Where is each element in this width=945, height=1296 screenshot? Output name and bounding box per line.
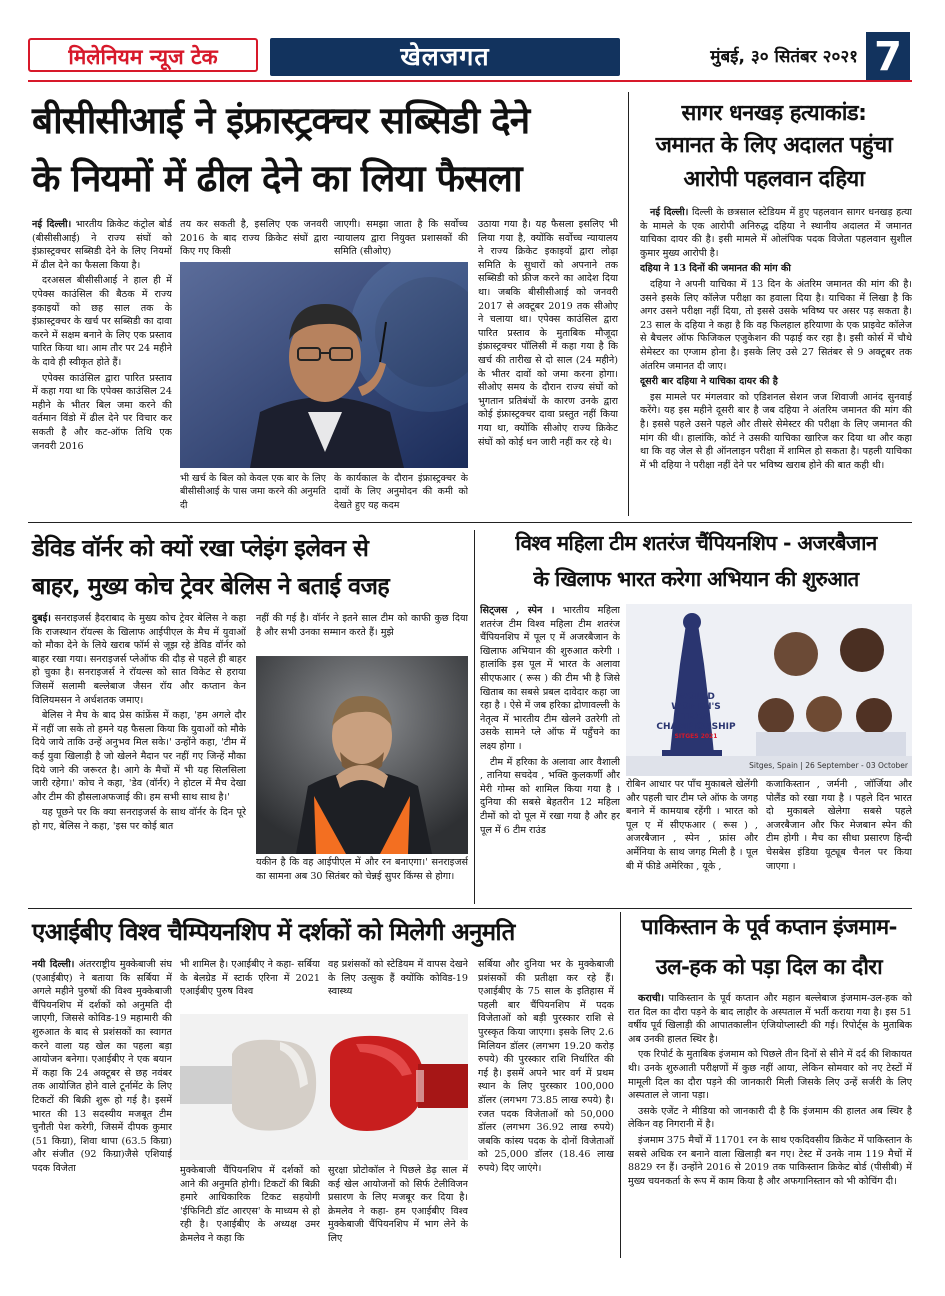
warner-col1 bbox=[32, 612, 246, 904]
aiba-dateline: नयी दिल्ली। bbox=[32, 959, 75, 970]
chess-col2: रोबिन आधार पर पाँच मुकाबले खेलेंगी और पहली चार टीम प्ले ऑफ के जगह बनाने में कामयाब रहेंगी । भारत को पूल ए में सीएफआर ( रूस ) , अजरबैजान , स्पेन , फ्रांस और अर्मेनिया के साथ जगह मिली है । पूल बी में फीडे अमेरिका , यूके , bbox=[626, 779, 758, 872]
warner-illustration bbox=[256, 656, 468, 854]
warner-p1: सनराइजर्स हैदराबाद के मुख्य कोच ट्रेवर बेलिस ने कहा कि राजस्थान रॉयल्स के खिलाफ आईपीएल के मैच में युवाओं को मौका देने के लिये खराब फॉर्म से जूझ रहे डेविड वॉर्नर को बाहर रखा गया। सनराइजर्स प्लेऑफ की दौड़ से पहले ही बाहर हो चुका है। सनराइजर्स ने रॉयल्स को सात विकेट से हराया जिसमें सलामी बल्लेबाज जैसन रॉय और कप्तान केन विलियमसन ने अर्धशतक जमाए। bbox=[32, 613, 246, 706]
ganguly-illustration bbox=[180, 262, 468, 468]
aiba-col2-top: भी शामिल है। एआईबीए ने कहा- सर्बिया के बेलग्रेड में स्टार्क एरिना में 2021 एआईबीए पुरुष विश्व bbox=[180, 959, 320, 998]
poster-line3: TEAM bbox=[681, 712, 711, 722]
bcci-caption-right: के कार्यकाल के दौरान इंफ्रास्ट्रक्चर के दावों के लिए अनुमोदन की कमी को देखते हुए यह कदम bbox=[334, 473, 468, 511]
poster-line1: WORLD bbox=[677, 692, 715, 702]
warner-col2-top: नहीं की गई है। वॉर्नर ने इतने साल टीम को काफी कुछ दिया है और सभी उनका सम्मान करते हैं। मुझे bbox=[256, 613, 468, 638]
boxing-gloves-illustration bbox=[180, 1014, 468, 1160]
bcci-headline-line2: के नियमों में ढील देने का लिया फैसला bbox=[32, 157, 522, 200]
sagar-p2: दहिया ने अपनी याचिका में 13 दिन के अंतरिम जमानत की मांग की है। उसने इसके लिए कॉलेज परीक्षा का हवाला दिया है। याचिका में लिखा है कि अगर उसने परीक्षा नहीं दिया, तो इससे उसके भविष्य पर असर पड़ सकता है। 23 साल के दहिया ने कहा है कि वह फिलहाल हरियाणा के एक प्राइवेट कॉलेज से बैचलर ऑफ फिजिकल एजुकेशन की पढ़ाई कर रहा है। इसी कोर्स में चौथे सेमेस्टर का एग्जाम होना है। इसके लिए उसे 27 सितंबर से 9 अक्टूबर तक अंतरिम जमानत दी जाए। bbox=[640, 278, 912, 372]
bcci-col1 bbox=[32, 218, 172, 518]
bcci-col2: तय कर सकती है, इसलिए एक जनवरी 2016 के बाद राज्य क्रिकेट संघों द्वारा किए गए किसी bbox=[180, 219, 328, 258]
page-number: 7 bbox=[866, 32, 910, 82]
chess-col1 bbox=[480, 604, 620, 904]
date-line: मुंबई, ३० सितंबर २०२१ bbox=[710, 47, 858, 67]
warner-col2-bottom: यकीन है कि वह आईपीएल में और रन बनाएगा।' सनराइजर्स का सामना अब 30 सितंबर को चेन्नई सुपर किंग्स से होगा। bbox=[256, 857, 468, 882]
divider-row2 bbox=[28, 908, 912, 909]
inzamam-p2: एक रिपोर्ट के मुताबिक इंजमाम को पिछले तीन दिनों से सीने में दर्द की शिकायत थी। उनके शुरुआती परीक्षणों में कुछ नहीं आया, लेकिन सोमवार को नए टेस्टों में मामूली दिल का दौरा पड़ने की जानकारी मिली जिसके लिए उन्हें सर्जरी के लिए अस्पताल ले जाना पड़ा। bbox=[628, 1049, 912, 1102]
sagar-p3: इस मामले पर मंगलवार को एडिशनल सेशन जज शिवाजी आनंद सुनवाई करेंगे। यह इस महीने दूसरी बार है जब दहिया ने अंतरिम जमानत की मांग की है। इससे पहले उसने पहले और तीसरे सेमेस्टर की परीक्षा के लिए जमानत की मांग की थी। हालांकि, कोर्ट ने उसकी याचिका खारिज कर दिया था और कहा था कि वह जेल से ही ऑनलाइन परीक्षा में शामिल हो सकता है। पहली याचिका में भी दहिया ने परीक्षा नहीं देने पर भविष्य खराब होने की बात कही थी। bbox=[640, 391, 912, 471]
sagar-headline-line3: आरोपी पहलवान दहिया bbox=[683, 167, 865, 192]
bcci-col3: जाएगी। समझा जाता है कि सर्वोच्च न्यायालय द्वारा नियुक्त प्रशासकों की समिति (सीओए) bbox=[334, 219, 468, 258]
aiba-headline: एआईबीए विश्व चैम्पियनशिप में दर्शकों को मिलेगी अनुमति bbox=[32, 918, 515, 946]
column-divider-top bbox=[628, 92, 629, 516]
bcci-p1: भारतीय क्रिकेट कंट्रोल बोर्ड (बीसीसीआई) ने राज्य संघों को इंफ्रास्ट्रक्चर सब्सिडी देने के लिए नियमों में ढील देने का फैसला किया है। bbox=[32, 219, 172, 271]
warner-p2: बेलिस ने मैच के बाद प्रेस कांफ्रेंस में कहा, 'हम अगले दौर में नहीं जा सके तो हमने यह फैसला किया कि युवाओं को मौके दिये जाये ताकि उन्हें अनुभव मिल सके।' उन्होंने कहा, 'टीम में कई युवा खिलाड़ी है जो खेलने मैदान पर नहीं गए जिन्हें मौका दिये जाने की जरूरत है। आगे के मैचों में भी यह सिलसिला जारी रहेगा।' कोच ने कहा, 'डेव (वॉर्नर) ने होटल में मैच देखा और टीम की हौसलाअफजाई की। हम सभी साथ साथ है।' bbox=[32, 710, 246, 803]
bcci-p3: एपेक्स काउंसिल द्वारा पारित प्रस्ताव में कहा गया था कि एपेक्स काउंसिल 24 महीने के भीतर बिल जमा करने की वर्तमान विंडो में ढील देने पर विचार कर सकती है और कट-ऑफ तिथि एक जनवरी 2016 bbox=[32, 372, 172, 452]
warner-headline-line1: डेविड वॉर्नर को क्यों रखा प्लेइंग इलेवन से bbox=[32, 534, 369, 562]
aiba-col2-bottom: मुक्केबाजी चैंपियनशिप में दर्शकों को आने की अनुमति होगी। टिकटों की बिक्री हमारे आधिकारिक टिकट सहयोगी 'ईफिनिटी डॉट आरएस' के माध्यम से हो रही है। एआईबीए के अध्यक्ष उमर क्रेमलेव ने कहा कि bbox=[180, 1165, 320, 1244]
column-divider-middle bbox=[474, 530, 475, 904]
masthead bbox=[0, 0, 945, 88]
bcci-headline-line1: बीसीसीआई ने इंफ्रास्ट्रक्चर सब्सिडी देने bbox=[32, 99, 530, 142]
chess-col3: कजाकिस्तान , जर्मनी , जॉर्जिया और पोलैंड को रखा गया है । पहले दिन भारत दो मुकाबले खेलेगा सबसे पहले अजरबैजान और फिर मेजबान स्पेन की टीम होगी । मैच का सीधा प्रसारण हिन्दी चेसबेस इंडिया यूट्यूब चैनल पर किया जाएगा । bbox=[766, 779, 912, 872]
aiba-col1 bbox=[32, 958, 172, 1258]
inzamam-body bbox=[628, 992, 912, 1258]
column-divider-bottom bbox=[620, 912, 621, 1258]
sagar-headline-line2: जमानत के लिए अदालत पहुंचा bbox=[655, 133, 893, 158]
poster-line2: WOMEN'S bbox=[671, 702, 721, 712]
inzamam-headline-line1: पाकिस्तान के पूर्व कप्तान इंजमाम- bbox=[641, 915, 897, 940]
sagar-body bbox=[640, 206, 912, 516]
chess-dateline: सिट्जस , स्पेन । bbox=[480, 605, 555, 616]
warner-headline-line2: बाहर, मुख्य कोच ट्रेवर बेलिस ने बताई वजह bbox=[32, 572, 390, 600]
aiba-col1-text: अंतरराष्ट्रीय मुक्केबाजी संघ (एआईबीए) ने बताया कि सर्बिया में अगले महीने पुरुषों की विश्व मुक्केबाजी चैंपियनशिप में दर्शकों को अनुमति दी जाएगी, जिससे कोविड-19 महामारी की शुरुआत के बाद से प्रशंसकों का स्वागत करने वाला यह खेल का पहला बड़ा आयोजन बनेगा। एआईबीए ने एक बयान में कहा कि 24 अक्टूबर से छह नवंबर तक आयोजित होने वाले टूर्नामेंट के लिए टिकटों की बिक्री शुरू हो गई है। इसमें भारत की 13 सदस्यीय मजबूत टीम चुनौती पेश करेगी, जिसमें दीपक कुमार (51 किग्रा), शिवा थापा (63.5 किग्रा) और संजीत (92 किग्रा)जैसे एशियाई पदक विजेता bbox=[32, 959, 172, 1174]
warner-p3: यह पूछने पर कि क्या सनराइजर्स के साथ वॉर्नर के दिन पूरे हो गए, बेलिस ने कहा, 'इस पर कोई बात bbox=[32, 807, 246, 832]
sagar-sub1: दहिया ने 13 दिनों की जमानत की मांग की bbox=[640, 263, 791, 275]
chess-poster bbox=[626, 604, 912, 776]
bcci-col4: उठाया गया है। यह फैसला इसलिए भी लिया गया है, क्योंकि सर्वोच्च न्यायालय ने राज्य क्रिकेट इकाइयों द्वारा लोढ़ा समिति के सुधारों को अपनाने तक सब्सिडी को फ्रीज करने का आदेश दिया था। जबकि बीसीसीआई को जनवरी 2017 से अक्टूबर 2019 तक सीओए ने चलाया था। एपेक्स काउंसिल द्वारा पारित प्रस्ताव के मुताबिक मौजूदा इंफ्रास्ट्रक्चर पॉलिसी में कहा गया है कि खर्च की तारीख से दो साल (24 महीने) के भीतर दावों को जमा करना होगा। सीओए समय के दौरान राज्य संघों को भुगतान प्रतिबंधों के कारण उनके द्वारा कोई इंफ्रास्ट्रक्चर दावा प्रस्तुत नहीं किया गया था, क्योंकि सीओए राज्य क्रिकेट संघों को कोई धन जारी नहीं कर रहे थे। bbox=[478, 219, 618, 448]
aiba-col4: सर्बिया और दुनिया भर के मुक्केबाजी प्रशंसकों की प्रतीक्षा कर रहे हैं। एआईबीए के 75 साल के इतिहास में पहली बार चैंपियनशिप में पदक विजेताओं को बड़ी पुरस्कार राशि से पुरस्कृत किया जाएगा। इसके लिए 2.6 मिलियन डॉलर (लगभग 19.20 करोड़ रुपये) की पुरस्कार राशि निर्धारित की गई है। इसमें अपने भार वर्ग में प्रथम स्थान के लिए पुरस्कार 100,000 डॉलर (लगभग 73.85 लाख रुपये) है। रजत पदक विजेताओं को 50,000 डॉलर (लगभग 36.92 लाख रुपये) जबकि कांस्य पदक के दोनों विजेताओं को 25,000 डॉलर (18.46 लाख रुपये) दिए जाएंगे। bbox=[478, 959, 614, 1174]
sagar-p1: दिल्ली के छत्रसाल स्टेडियम में हुए पहलवान सागर धनखड़ हत्या के मामले के एक आरोपी अनिरुद्ध दहिया ने स्थानीय अदालत में जमानत याचिका दायर की है। इसी मामले में ओलंपिक पदक विजेता पहलवान सुशील कुमार मुख्य आरोपी है। bbox=[640, 207, 912, 259]
chess-p1: भारतीय महिला शतरंज टीम विश्व महिला टीम शतरंज चैंपियनशिप में पूल ए में अजरबैजान के खिलाफ अभियान की शुरुआत करेगी । हालांकि इस पूल में भारत के अलावा सीएफआर ( रूस ) की टीम भी है जिसे खिताब का सबसे प्रबल दावेदार कहा जा रहा है । ऐसे में जब हरिका द्रोणावल्ली के नेतृत्व में भारतीय टीम खेलने उतरेगी तो उसके सामने प्ले ऑफ में पहुँचने का लक्ष्य होगा । bbox=[480, 605, 620, 752]
bcci-dateline: नई दिल्ली। bbox=[32, 219, 72, 230]
poster-footer: Sitges, Spain | 26 September - 03 October bbox=[749, 761, 908, 770]
inzamam-p4: इंजमाम 375 मैचों में 11701 रन के साथ एकदिवसीय क्रिकेट में पाकिस्तान के सबसे अधिक रन बनाने वाला खिलाड़ी बन गए। टेस्ट में उनके नाम 119 मैचों में 8829 रन हैं। उन्होंने 2016 से 2019 तक पाकिस्तान क्रिकेट बोर्ड (पीसीबी) में मुख्य चयनकर्ता के रूप में काम किया है और अफगानिस्तान को भी कोचिंग दी। bbox=[628, 1134, 912, 1187]
ganguly-photo bbox=[180, 262, 468, 468]
boxing-gloves-photo bbox=[180, 1014, 468, 1160]
poster-line5: SITGES 2021 bbox=[674, 733, 718, 740]
chess-poster-art bbox=[626, 604, 912, 776]
section-banner bbox=[270, 38, 620, 76]
sagar-dateline: नई दिल्ली। bbox=[650, 207, 689, 218]
divider-row1 bbox=[28, 522, 912, 523]
inzamam-p3: उसके एजेंट ने मीडिया को जानकारी दी है कि इंजमाम की हालत अब स्थिर है लेकिन वह निगरानी में है। bbox=[628, 1105, 912, 1131]
poster-title bbox=[646, 692, 746, 742]
bcci-p2: दरअसल बीसीसीआई ने हाल ही में एपेक्स काउंसिल की बैठक में राज्य इकाइयों को छह साल तक के इंफ्रास्ट्रक्चर के खर्च पर सब्सिडी का दावा करने में सक्षम बनाने के लिए एक प्रस्ताव पारित किया था। आम तौर पर 24 महीने के दावे ही स्वीकृत होते हैं। bbox=[32, 275, 172, 368]
chess-headline-line2: के खिलाफ भारत करेगा अभियान की शुरुआत bbox=[533, 567, 859, 591]
bcci-caption-left: भी खर्च के बिल को केवल एक बार के लिए बीसीसीआई के पास जमा करने की अनुमति दी bbox=[180, 473, 326, 511]
warner-photo bbox=[256, 656, 468, 854]
paper-name: मिलेनियम न्यूज टेक bbox=[28, 38, 258, 72]
aiba-col3-top: वह प्रशंसकों को स्टेडियम में वापस देखने के लिए उत्सुक हैं क्योंकि कोविड-19 स्वास्थ्य bbox=[328, 959, 468, 998]
sagar-sub2: दूसरी बार दहिया ने याचिका दायर की है bbox=[640, 376, 778, 388]
chess-headline-line1: विश्व महिला टीम शतरंज चैंपियनशिप - अजरबैजान bbox=[515, 531, 877, 555]
inzamam-headline-line2: उल-हक को पड़ा दिल का दौरा bbox=[655, 955, 883, 980]
inzamam-p1: पाकिस्तान के पूर्व कप्तान और महान बल्लेबाज इंजमाम-उल-हक को रात दिल का दौरा पड़ने के बाद लाहौर के अस्पताल में भर्ती कराया गया है। इस 51 वर्षीय पूर्व खिलाड़ी की आपातकालीन एंजियोप्लास्टी की गई। रिपोर्ट्स के मुताबिक अब उनकी हालत स्थिर है। bbox=[628, 993, 912, 1045]
poster-line4: CHAMPIONSHIP bbox=[656, 722, 736, 732]
aiba-col3-bottom: सुरक्षा प्रोटोकॉल ने पिछले डेढ़ साल में कई खेल आयोजनों को सिर्फ टेलीविजन प्रसारण के लिए मजबूर कर दिया है। क्रेमलेव ने कहा- हम एआईबीए विश्व मुक्केबाजी चैंपियनशिप में भाग लेने के लिए bbox=[328, 1165, 468, 1244]
sagar-headline-line1: सागर धनखड़ हत्याकांड: bbox=[681, 101, 867, 126]
warner-dateline: दुबई। bbox=[32, 613, 51, 624]
chess-p2: टीम में हरिका के अलावा आर वैशाली , तानिया सचदेव , भक्ति कुलकर्णी और मेरी गोम्स को शामिल किया गया है । दुनिया की सबसे बेहतरीन 12 महिला टीमों को दो पूल में रखा गया है और हर पूल में 6 टीम राउंड bbox=[480, 756, 620, 836]
masthead-rule bbox=[28, 80, 912, 82]
inzamam-dateline: कराची। bbox=[638, 993, 664, 1004]
section-title: खेलजगत bbox=[400, 42, 490, 71]
